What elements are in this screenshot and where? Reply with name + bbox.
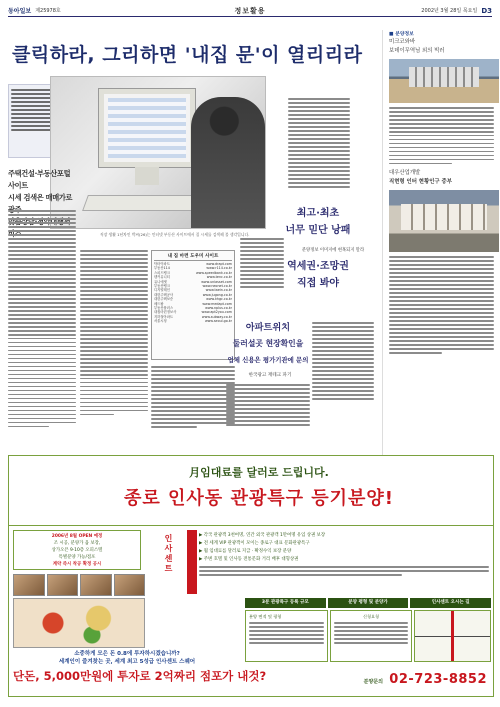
article-headline: 클릭하라, 그리하면 '내집 문'이 열리리라 [12,44,363,66]
ad-info-line-3: 상가오픈 9·10층 오피스텔 [51,548,103,553]
sidebar-item1-title: 보데이무역님 외의 빅러 [389,48,445,54]
ad-info-line-1: 2006년 8월 OPEN 예정 [51,534,103,539]
section-title: 정보활용 [234,6,266,15]
helper-site-name: 텐커뮤니티 [154,275,170,280]
pull-quote-2-line-1: 아파트위치 [245,322,291,333]
issue-date: 2002년 3월 28일 목요일 [421,8,478,14]
sidebar-photo-1 [389,59,499,103]
ad-table-header-3: 인사센트 오시는 길 [410,598,491,608]
advertisement[interactable] [8,455,494,697]
ad-middle [9,526,493,598]
ad-phone-number[interactable]: 02-723-8852 [389,672,487,687]
subhead-1: 주택건설·부동산포털사이트 [8,169,71,190]
helper-sites-title: 내 집 마련 도우미 사이트 [154,253,232,261]
pull-quote-kicker: 분양정보 이미지에 현혹되지 말라 [301,248,365,253]
ad-accent-bar [187,530,197,594]
sidebar-item2-heading: 대우산업개발 [389,170,421,177]
helper-site-name: 대한주택보증 [154,297,174,302]
sidebar-photo-2 [389,190,499,252]
sidebar-text-1 [389,107,494,164]
helper-site-url[interactable]: www.taein.co.kr [205,288,232,293]
helper-site-name: 유니에셋 [154,279,167,284]
ad-table-cell-2: 신청요청 [330,610,413,662]
helper-sites-list [154,262,232,324]
ad-logo-text: 인사센트 [164,534,173,574]
body-column-2 [80,248,148,418]
helper-site-row[interactable] [154,319,232,323]
ad-logo [149,530,189,594]
helper-site-url[interactable]: www.speedbank.co.kr [195,270,232,275]
pull-quote-2 [226,320,310,368]
publication-name: 동아일보 [8,8,32,15]
page-header [8,5,492,17]
pull-quote-1 [284,205,352,239]
sidebar-section-label: ■ 분양정보 [389,32,414,37]
helper-site-url[interactable]: www.jugong.co.kr [202,292,232,297]
helper-site-url[interactable]: www.neonet.co.kr [202,284,232,289]
pull-quote-1-line-1: 최고·최초 [296,208,340,219]
ad-table-cell-1: 분양 면적 및 평형 [245,610,328,662]
ad-location-map [414,610,491,662]
helper-site-name: 부동산뱅크 [154,284,170,289]
body-column-1 [8,208,76,430]
helper-site-url[interactable]: www.seoul.go.kr [204,319,232,324]
ad-phone-label: 분양문의 [363,679,383,685]
helper-site-url[interactable]: www.r114.co.kr [206,266,232,271]
photo-caption: 직장 생활 1년차인 박씨(26)는 인터넷 부동산 사이트에서 집 시세를 검색해 볼 생각입니다. [100,232,250,237]
ad-body-text [199,532,489,588]
sidebar-item1-heading: 미크코와바 [389,39,416,45]
ad-bottom [9,598,493,695]
helper-site-name: 내집마련정보사 [154,310,177,315]
helper-site-name: 대한주택공사 [154,292,174,297]
ad-thumbnails [13,574,145,596]
body-column-5 [288,96,350,190]
helper-site-url[interactable]: www.drapt.com [206,262,232,266]
pull-quote-1b [284,258,352,292]
issue-number: 제25978호 [35,8,61,14]
helper-site-name: 스피드뱅크 [154,270,170,275]
helper-site-name: 디지털태인 [154,288,170,293]
helper-site-url[interactable]: www.tenc.co.kr [206,275,232,280]
helper-site-url[interactable]: www.nplus.co.kr [205,306,232,311]
pull-quote-2-kicker: 한국광고 재테크 파기 [248,373,292,378]
helper-site-name: 부동산114 [154,266,170,271]
ad-text-line-4: ▶ 주변 호텔 및 인사동 전통문화 거리 배후 대형상권 [199,557,299,562]
helper-site-url[interactable]: www.uniasset.com [201,279,232,284]
helper-sites-box [151,250,235,360]
ad-header [9,456,493,526]
helper-site-url[interactable]: www.subway.co.kr [201,314,232,319]
ad-text-line-1: ▶ 각국 관광객 3천여명, 연간 외국 관광객 1만여명 유입 상권 보장 [199,533,326,538]
sidebar-item2-title: 직현형 인터 현황인구 중부 [389,179,452,186]
helper-site-name: 지하철아파트 [154,314,174,319]
body-column-3 [151,364,235,430]
pull-quote-2-line-2: 둘러설곳 현장확인을 [232,339,304,348]
ad-table-header-1: 3분 관광특구 등록 규모 [245,598,326,608]
ad-info-box [13,530,141,570]
monitor-graphic [99,89,195,167]
ad-slogan-line-1: 소중하게 모은 돈 0.8에 투자하시겠습니까? [74,651,180,657]
sidebar [382,30,494,500]
pull-quote-1-line-2: 너무 믿단 낭패 [285,225,351,236]
ad-title: 종로 인사동 관광특구 등기분양! [123,488,395,509]
sidebar-text-2 [389,256,494,353]
ad-table-header-2: 분양 평형 및 분양가 [328,598,409,608]
ad-tagline: 月임대료를 달러로 드립니다. [189,466,329,479]
ad-slogan-line-2: 세계인이 즐겨찾는 곳, 세계 최고 5성급 인사센트 스퀘어 [58,659,196,665]
body-column-4 [240,236,284,290]
ad-slogan-big: 단돈, 5,000만원에 투자로 2억짜리 점포가 내것? [13,669,267,683]
helper-site-url[interactable]: www.apt2you.com [201,310,232,315]
helper-site-name: 서울시청 [154,319,167,324]
helper-site-name: 부동산플러스 [154,306,174,311]
helper-site-url[interactable]: www.medapt.com [202,301,232,306]
pull-quote-2-line-3: 업체 신용은 평가기관에 문의 [227,356,309,364]
keyboard-graphic [82,195,208,211]
ad-food-photo [13,598,145,648]
ad-slogan [13,650,267,684]
page-number: D3 [481,6,492,15]
ad-text-line-2: ▶ 전 세계 VIP 관광객이 모이는 종로구 대표 문화관광특구 [199,541,310,546]
article-photo [50,76,266,229]
ad-table-header [245,598,491,608]
helper-site-name: 메드팜 [154,301,164,306]
ad-info-line-5: 계약 즉시 착공 확정 공시 [52,562,102,567]
body-column-6 [312,320,374,402]
person-graphic [191,97,265,229]
helper-site-name: 닥터아파트 [154,262,170,266]
subhead-2: 시세 검색은 매매가로 [8,193,73,202]
pull-quote-1b-line-1: 역세권·조망권 [287,261,349,272]
body-column-7 [226,382,310,428]
ad-info-table [245,598,491,678]
ad-text-line-3: ▶ 월 임대료를 달러로 지급 · 확정수익 보장 분양 [199,549,292,554]
ad-info-line-4: 특별분양 가능/점포 [58,555,96,560]
pull-quote-1b-line-2: 직접 봐야 [296,278,340,289]
ad-info-line-2: 조 시공, 분양가 옵 보장, [53,541,101,546]
helper-site-url[interactable]: www.khgc.co.kr [206,297,232,302]
